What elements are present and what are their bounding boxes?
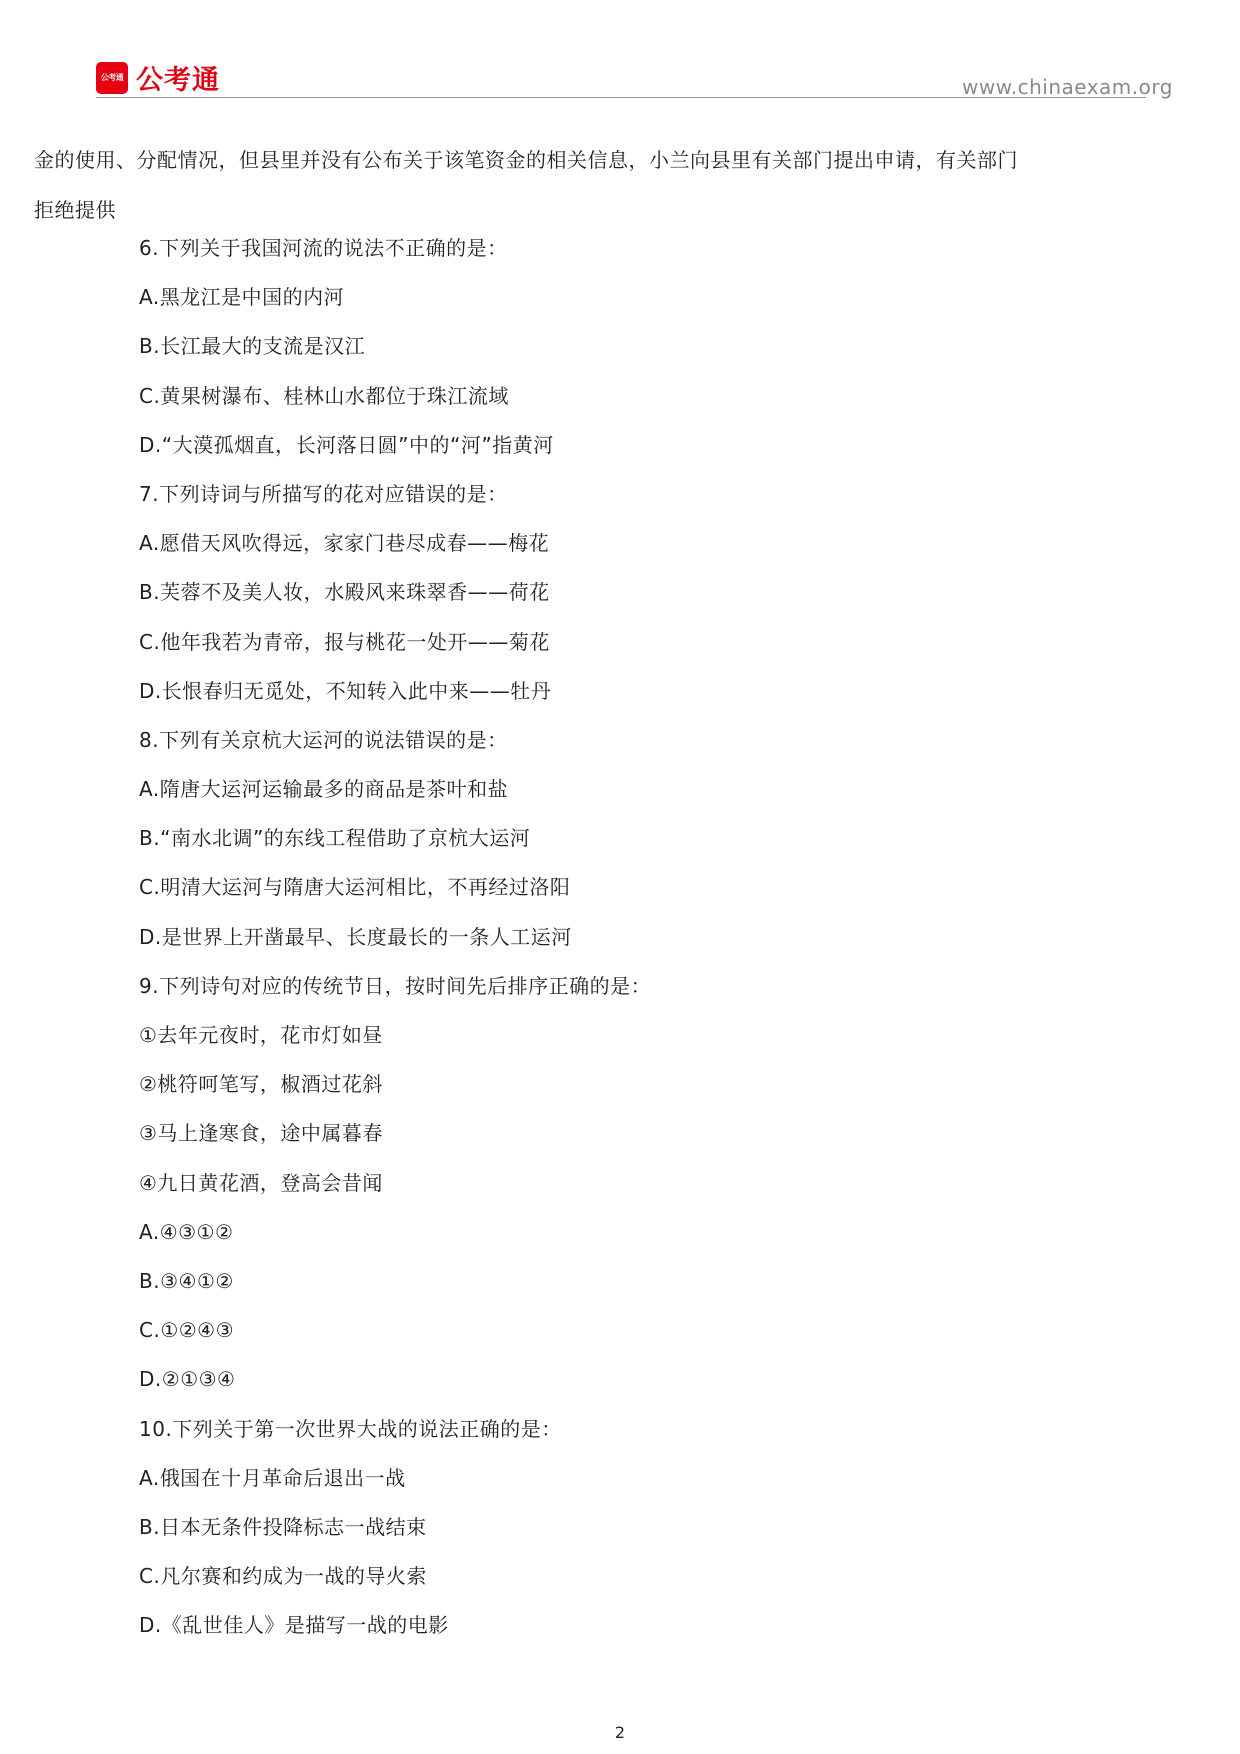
question-stem: 9.下列诗句对应的传统节日，按时间先后排序正确的是：	[139, 973, 652, 998]
option-c: C.明清大运河与隋唐大运河相比，不再经过洛阳	[139, 875, 571, 900]
option-c: C.他年我若为青帝，报与桃花一处开——菊花	[139, 629, 550, 654]
option-d: D.②①③④	[139, 1367, 236, 1392]
poem-line-1: ①去年元夜时，花市灯如昼	[139, 1023, 383, 1047]
page-number: 2	[614, 1723, 626, 1742]
question-list	[139, 224, 1139, 1650]
option-c: C.黄果树瀑布、桂林山水都位于珠江流域	[139, 383, 509, 408]
brand-logo	[96, 58, 220, 97]
option-b: B.芙蓉不及美人妆，水殿风来珠翠香——荷花	[139, 580, 550, 605]
poem-line-2: ②桃符呵笔写，椒酒过花斜	[139, 1072, 383, 1097]
page-header	[0, 0, 1240, 120]
question-8	[139, 716, 1139, 962]
site-url: www.chinaexam.org	[962, 75, 1173, 99]
question-stem: 7.下列诗词与所描写的花对应错误的是：	[139, 481, 508, 506]
option-a: A.隋唐大运河运输最多的商品是茶叶和盐	[139, 777, 509, 802]
option-b: B.长江最大的支流是汉江	[139, 334, 366, 359]
option-d: D.“大漠孤烟直，长河落日圆”中的“河”指黄河	[139, 432, 554, 457]
question-10	[139, 1405, 1139, 1651]
option-a: A.黑龙江是中国的内河	[139, 285, 345, 310]
question-stem: 8.下列有关京杭大运河的说法错误的是：	[139, 727, 508, 752]
question-stem: 10.下列关于第一次世界大战的说法正确的是：	[139, 1416, 562, 1441]
option-c: C.凡尔赛和约成为一战的导火索	[139, 1564, 427, 1589]
question-6	[139, 224, 1139, 470]
option-b: B.“南水北调”的东线工程借助了京杭大运河	[139, 826, 531, 851]
option-a: A.④③①②	[139, 1219, 234, 1244]
option-c: C.①②④③	[139, 1318, 235, 1343]
logo-icon: 公考通	[96, 62, 128, 94]
question-9	[139, 962, 1139, 1405]
poem-line-4: ④九日黄花酒，登高会昔闻	[139, 1170, 383, 1195]
option-b: B.③④①②	[139, 1268, 234, 1293]
poem-line-3: ③马上逢寒食，途中属暮春	[139, 1121, 383, 1146]
logo-text: 公考通	[136, 65, 220, 96]
intro-line: 拒绝提供	[34, 198, 116, 222]
question-7	[139, 470, 1139, 716]
option-b: B.日本无条件投降标志一战结束	[139, 1514, 427, 1539]
question-stem: 6.下列关于我国河流的说法不正确的是：	[139, 236, 508, 260]
option-a: A.愿借天风吹得远，家家门巷尽成春——梅花	[139, 531, 550, 556]
option-d: D.《乱世佳人》是描写一战的电影	[139, 1613, 449, 1638]
intro-line: 金的使用、分配情况，但县里并没有公布关于该笔资金的相关信息，小兰向县里有关部门提出申请，有关部门	[34, 148, 1018, 172]
intro-paragraph	[34, 135, 1164, 235]
option-d: D.长恨春归无觅处，不知转入此中来——牡丹	[139, 678, 552, 703]
option-a: A.俄国在十月革命后退出一战	[139, 1465, 406, 1490]
option-d: D.是世界上开凿最早、长度最长的一条人工运河	[139, 924, 572, 949]
